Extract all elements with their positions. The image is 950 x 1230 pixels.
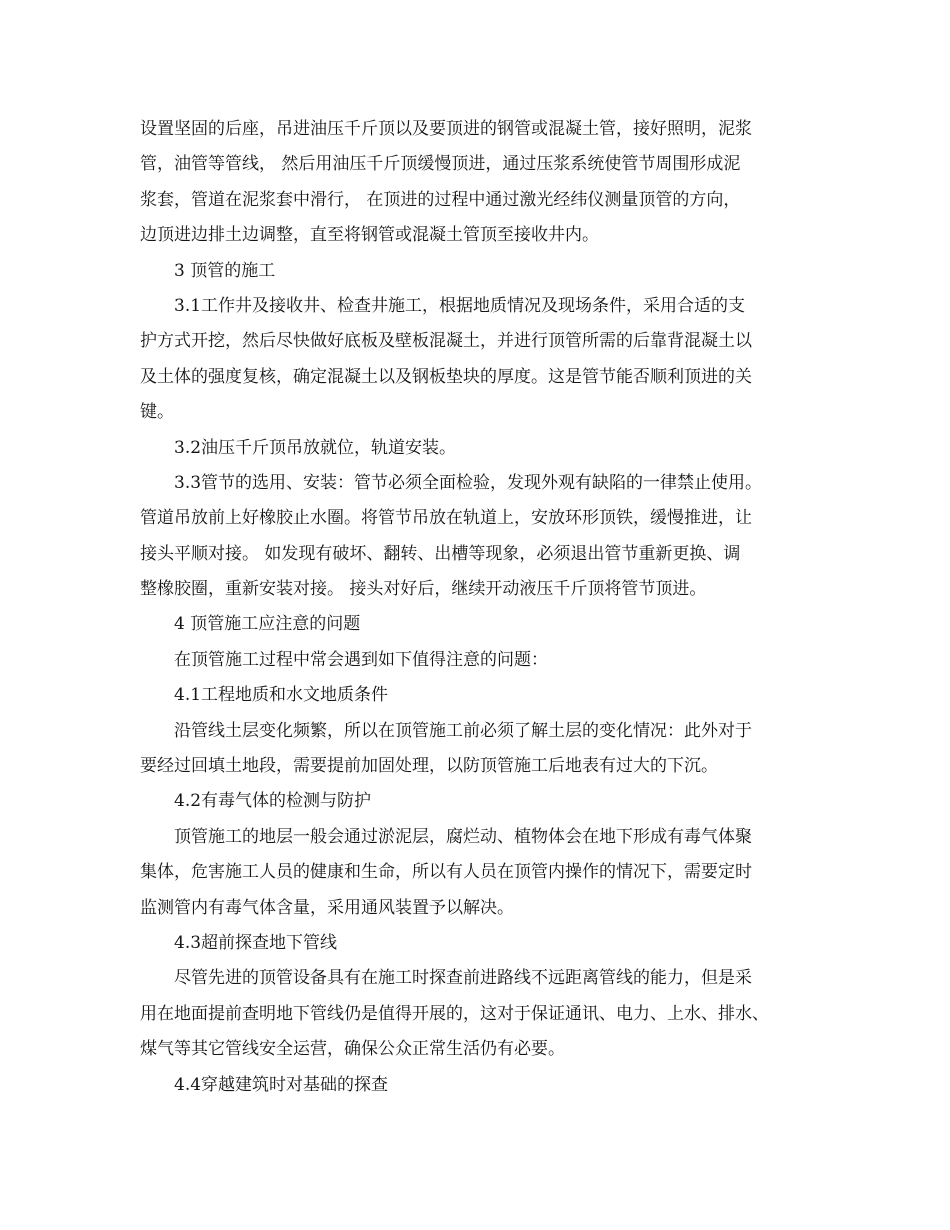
text-line: 3 顶管的施工 (174, 260, 276, 281)
text-line: 尽管先进的顶管设备具有在施工时探查前进路线不远距离管线的能力，但是采 (174, 968, 752, 989)
text-line: 4.4穿越建筑时对基础的探查 (174, 1074, 389, 1095)
text-line: 边顶进边排土边调整，直至将钢管或混凝土管顶至接收井内。 (140, 225, 599, 246)
text-line: 浆套，管道在泥浆套中滑行， 在顶进的过程中通过激光经纬仪测量顶管的方向， (140, 189, 741, 210)
text-line: 顶管施工的地层一般会通过淤泥层，腐烂动、植物体会在地下形成有毒气体聚 (174, 826, 752, 847)
text-line: 集体，危害施工人员的健康和生命，所以有人员在顶管内操作的情况下，需要定时 (140, 862, 752, 883)
text-line: 4.1工程地质和水文地质条件 (174, 685, 389, 706)
document-body (140, 112, 830, 1103)
text-line: 用在地面提前查明地下管线仍是值得开展的，这对于保证通讯、电力、上水、排水、 (140, 1003, 769, 1024)
text-line: 管，油管等管线， 然后用油压千斤顶缓慢顶进，通过压浆系统使管节周围形成泥 (140, 154, 741, 175)
text-line: 在顶管施工过程中常会遇到如下值得注意的问题： (174, 649, 548, 670)
text-line: 4 顶管施工应注意的问题 (174, 614, 361, 635)
text-line: 整橡胶圈，重新安装对接。 接头对好后，继续开动液压千斤顶将管节顶进。 (140, 579, 707, 600)
text-line: 监测管内有毒气体含量，采用通风装置予以解决。 (140, 897, 514, 918)
text-line: 设置坚固的后座，吊进油压千斤顶以及要顶进的钢管或混凝土管，接好照明，泥浆 (140, 119, 752, 139)
text-line: 4.3超前探查地下管线 (174, 932, 338, 953)
text-line: 3.1工作井及接收井、检查井施工，根据地质情况及现场条件，采用合适的支 (174, 295, 746, 316)
text-line: 煤气等其它管线安全运营，确保公众正常生活仍有必要。 (140, 1039, 565, 1060)
text-line: 接头平顺对接。 如发现有破坏、翻转、出槽等现象，必须退出管节重新更换、调 (140, 543, 741, 564)
text-line: 沿管线土层变化频繁，所以在顶管施工前必须了解土层的变化情况：此外对于 (174, 720, 752, 741)
text-line: 管道吊放前上好橡胶止水圈。将管节吊放在轨道上，安放环形顶铁，缓慢推进，让 (140, 508, 752, 529)
text-line: 要经过回填土地段，需要提前加固处理，以防顶管施工后地表有过大的下沉。 (140, 756, 718, 777)
text-line: 键。 (140, 402, 174, 423)
text-line: 及土体的强度复核，确定混凝土以及钢板垫块的厚度。这是管节能否顺利顶进的关 (140, 366, 752, 387)
text-line: 护方式开挖，然后尽快做好底板及壁板混凝土，并进行顶管所需的后靠背混凝土以 (140, 331, 752, 352)
text-line: 4.2有毒气体的检测与防护 (174, 791, 372, 812)
text-line: 3.3管节的选用、安装：管节必须全面检验，发现外观有缺陷的一律禁止使用。 (174, 472, 763, 493)
text-line: 3.2油压千斤顶吊放就位，轨道安装。 (174, 437, 457, 458)
